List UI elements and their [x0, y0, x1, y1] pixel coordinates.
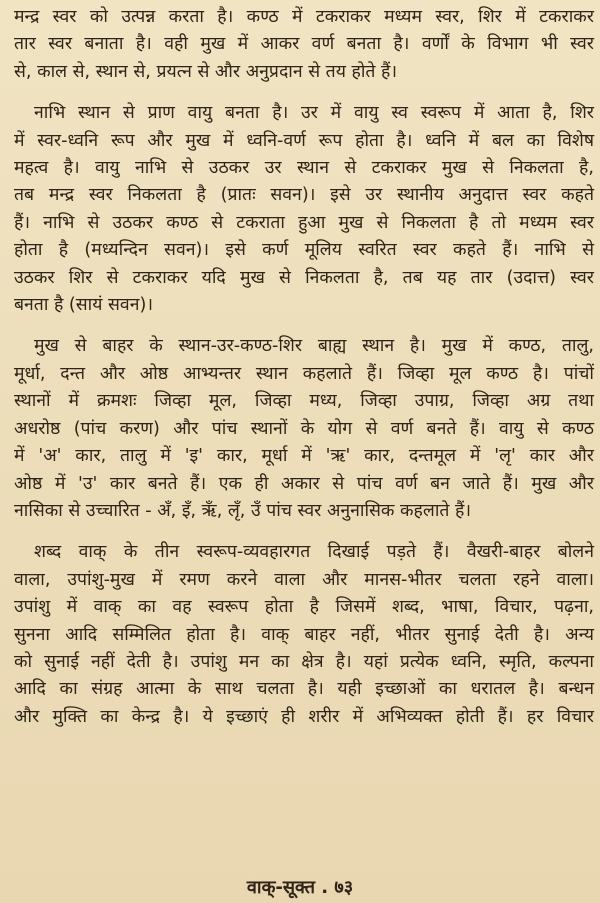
text-line: सुनना आदि सम्मिलित होता है। वाक् बाहर नहीं, भीतर सुनाई देती है। अन्य	[14, 624, 594, 645]
paragraph-3	[14, 333, 594, 525]
text-line: नाभि स्थान से प्राण वायु बनता है। उर में वायु स्व स्वरूप में आता है, शिर	[34, 103, 594, 124]
text-line: को सुनाई नहीं देती है। उपांशु मन का क्षेत्र है। यहां प्रत्येक ध्वनि, स्मृति, कल्पना	[14, 651, 594, 672]
text-line: तब मन्द्र स्वर निकलता है (प्रातः सवन)। इसे उर स्थानीय अनुदात्त स्वर कहते	[14, 185, 594, 206]
text-line: स्थानों में क्रमशः जिव्हा मूल, जिव्हा मध्य, जिव्हा उपाग्र, जिव्हा अग्र तथा	[14, 391, 594, 412]
text-line: उठकर शिर से टकराकर यदि मुख से निकलता है, तब यह तार (उदात्त) स्वर	[14, 267, 594, 288]
text-line: मुख से बाहर के स्थान-उर-कण्ठ-शिर बाह्य स्थान है। मुख में कण्ठ, तालु,	[34, 336, 594, 357]
text-line: बनता है (सायं सवन)।	[14, 295, 154, 316]
text-line: तार स्वर बनाता है। वही मुख में आकर वर्ण बनता है। वर्णों के विभाग भी स्वर	[14, 34, 594, 55]
text-line: मन्द्र स्वर को उत्पन्न करता है। कण्ठ में टकराकर मध्यम स्वर, शिर में टकराकर	[14, 7, 594, 27]
text-line: आदि का संग्रह आत्मा के साथ चलता है। यही इच्छाओं का धरातल है। बन्धन	[14, 679, 594, 700]
text-line: मूर्धा, दन्त और ओष्ठ आभ्यन्तर स्थान कहलाते हैं। जिव्हा मूल कण्ठ है। पांचों	[14, 363, 594, 384]
text-line: हैं। नाभि से उठकर कण्ठ से टकराता हुआ मुख से निकलता है तो मध्यम स्वर	[14, 212, 594, 233]
text-line: महत्व है। वायु नाभि से उठकर उर स्थान से टकराकर मुख से निकलता है,	[14, 158, 594, 179]
paragraph-4	[14, 539, 594, 731]
text-line: से, काल से, स्थान से, प्रयत्न से और अनुप्रदान से तय होते हैं।	[14, 61, 398, 82]
paragraph-2	[14, 100, 594, 319]
text-line: नासिका से उच्चारित - अँ, इँ, ऋँ, लृँ, उँ पांच स्वर अनुनासिक कहलाते हैं।	[14, 500, 472, 521]
paragraph-1	[14, 4, 594, 86]
text-line: में 'अ' कार, तालु में 'इ' कार, मूर्धा में 'ऋ' कार, दन्तमूल में 'लृ' कार और	[14, 446, 594, 467]
footer-page-label: वाक्-सूक्त . ७३	[246, 877, 354, 898]
text-line: उपांशु में वाक् का वह स्वरूप होता है जिसमें शब्द, भाषा, विचार, पढ़ना,	[14, 597, 594, 618]
page-body	[14, 4, 594, 731]
text-line: शब्द वाक् के तीन स्वरूप-व्यवहारगत दिखाई पड़ते हैं। वैखरी-बाहर बोलने	[34, 542, 594, 563]
page-footer	[0, 875, 600, 899]
text-line: और मुक्ति का केन्द्र है। ये इच्छाएं ही शरीर में अभिव्यक्त होती हैं। हर विचार	[14, 706, 594, 727]
text-line: वाला, उपांशु-मुख में रमण करने वाला और मानस-भीतर चलता रहने वाला।	[14, 569, 594, 590]
text-line: अधरोष्ठ (पांच करण) और पांच स्थानों के योग से वर्ण बनते हैं। वायु से कण्ठ	[14, 418, 594, 439]
text-line: ओष्ठ में 'उ' कार बनते हैं। एक ही अकार से पांच वर्ण बन जाते हैं। मुख और	[14, 473, 594, 494]
text-line: होता है (मध्यन्दिन सवन)। इसे कर्ण मूलिय स्वरित स्वर कहते हैं। नाभि से	[14, 240, 594, 261]
text-line: में स्वर-ध्वनि रूप और मुख में ध्वनि-वर्ण रूप होता है। ध्वनि में बल का विशेष	[14, 130, 594, 151]
